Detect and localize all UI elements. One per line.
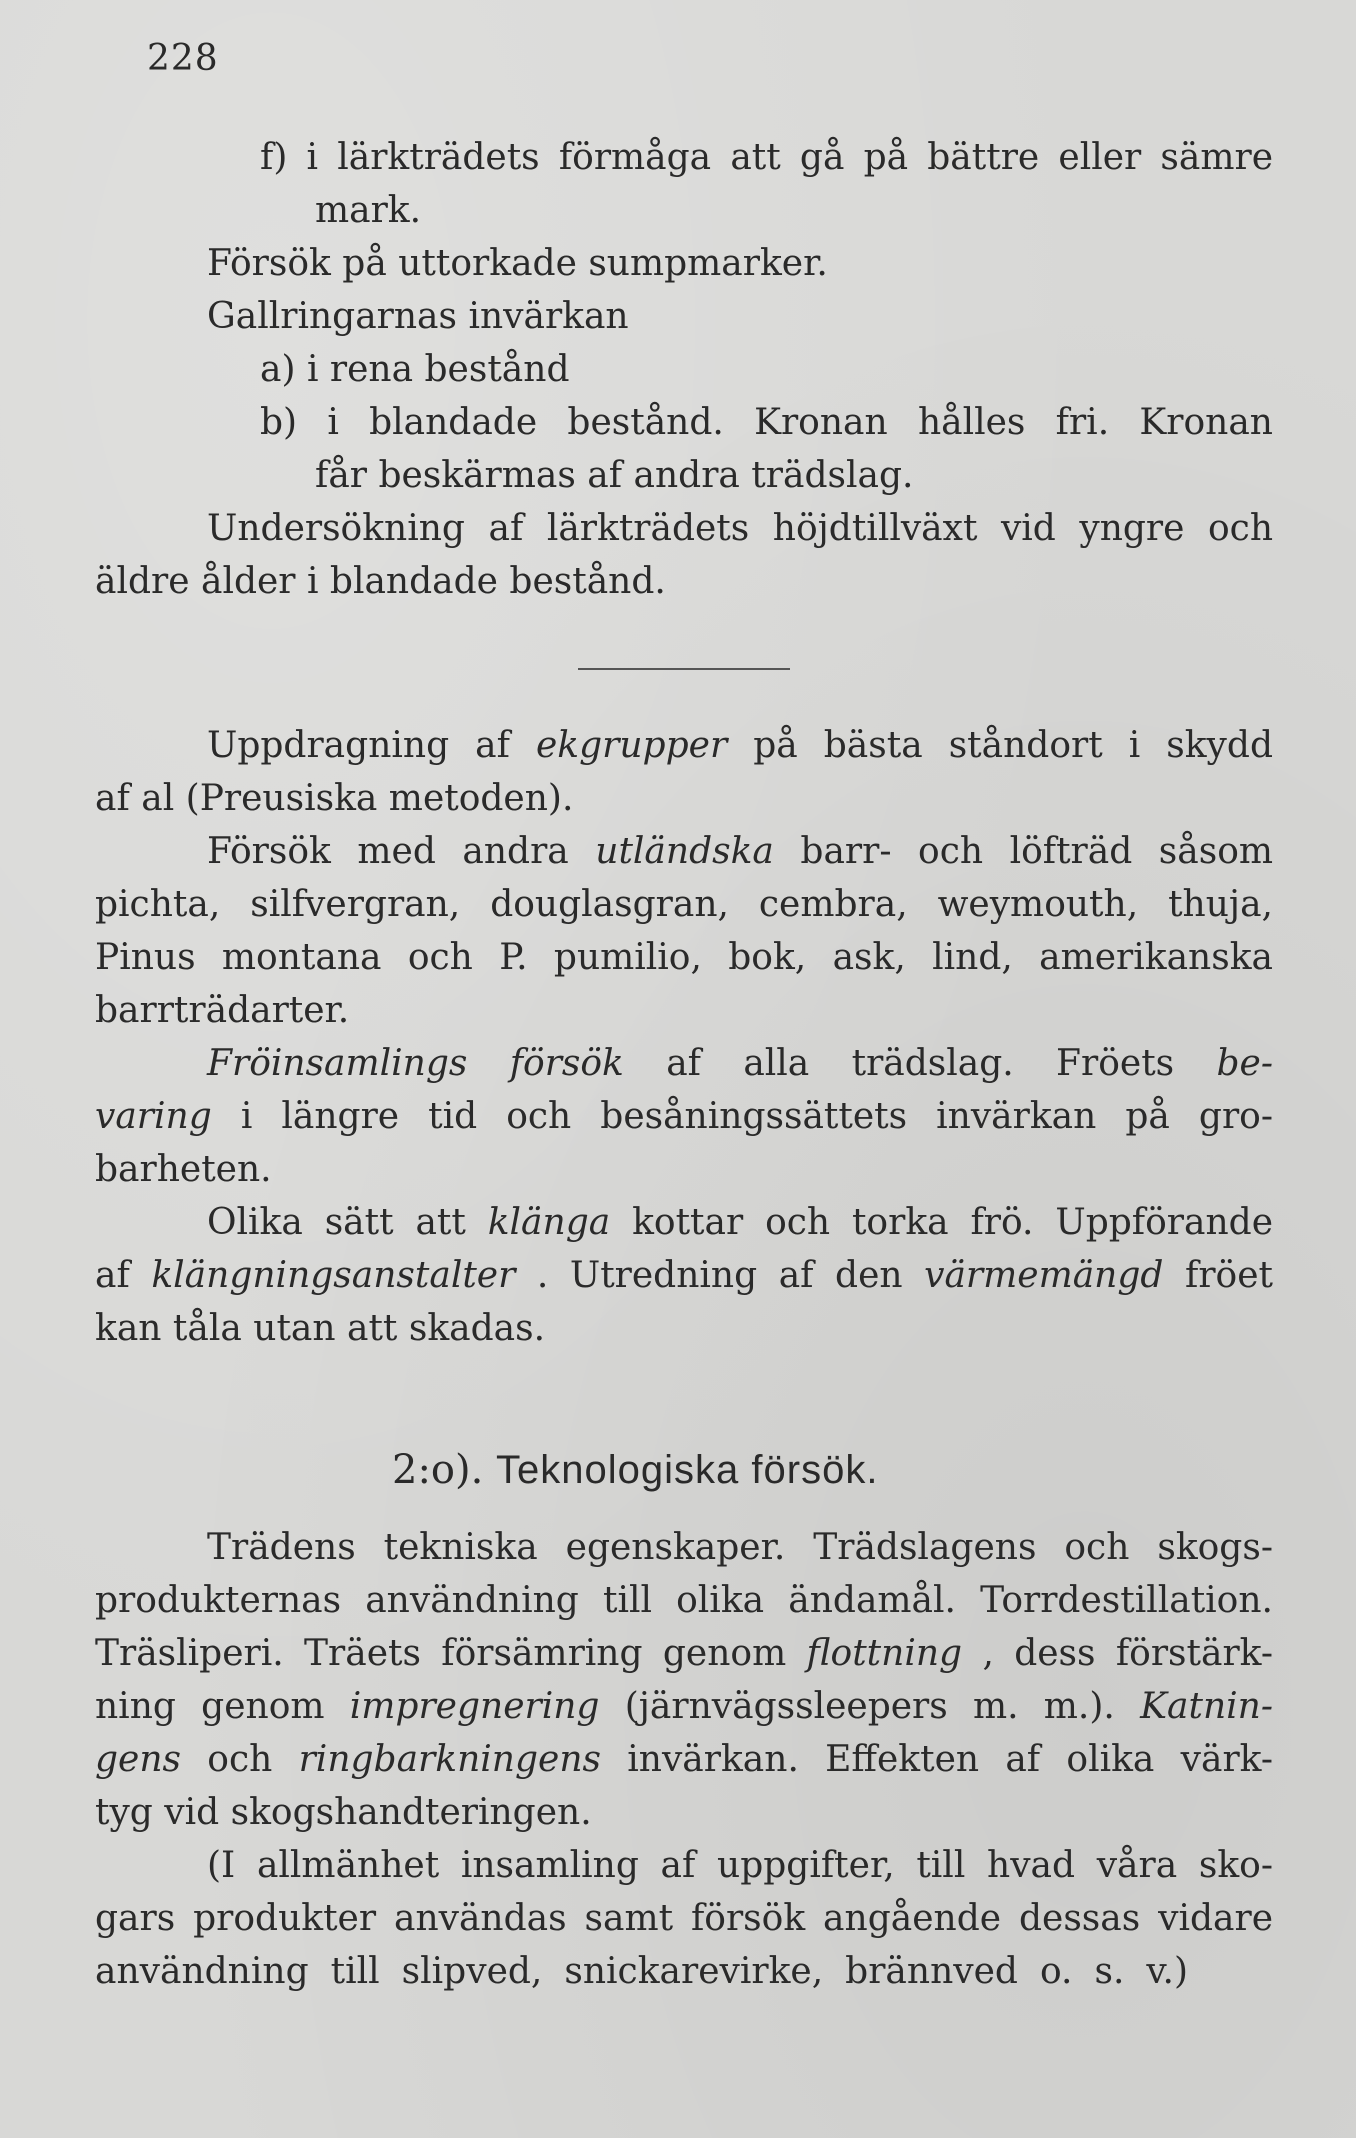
text-segment: kottar och torka frö. Uppförande [632, 1202, 1273, 1243]
emphasis-text: be- [1216, 1043, 1273, 1084]
emphasis-text: varing [95, 1096, 212, 1137]
text-line [95, 1255, 1273, 1296]
text-line [207, 1202, 1273, 1243]
text-segment: af alla trädslag. Fröets [666, 1043, 1217, 1084]
text-line: Gallringarnas invärkan [207, 296, 629, 337]
text-line: a) i rena bestånd [260, 349, 570, 390]
section-title: Teknologiska försök. [496, 1448, 879, 1492]
text-line: mark. [315, 190, 422, 231]
text-line: Försök på uttorkade sumpmarker. [207, 243, 828, 284]
text-line: äldre ålder i blandade bestånd. [95, 561, 666, 602]
text-line [207, 1043, 1273, 1084]
text-line: af al (Preusiska metoden). [95, 778, 574, 819]
text-line: barrträdarter. [95, 990, 350, 1031]
text-line [95, 1686, 1273, 1727]
text-segment: fröet [1185, 1255, 1273, 1296]
text-line: (I allmänhet insamling af uppgifter, till hvad våra sko- [207, 1845, 1273, 1886]
emphasis-text: klänga [487, 1202, 611, 1243]
text-line [207, 725, 1273, 766]
text-line: b) i blandade bestånd. Kronan hålles fri. Kronan [260, 402, 1273, 443]
text-segment: Försök med andra [207, 831, 596, 872]
text-line [95, 1096, 1273, 1137]
text-line: gars produkter användas samt försök angående dessas vidare [95, 1898, 1273, 1939]
text-segment: Olika sätt att [207, 1202, 488, 1243]
text-line: tyg vid skogshandteringen. [95, 1792, 592, 1833]
section-heading [392, 1447, 878, 1493]
text-segment: . Utredning af den [536, 1255, 925, 1296]
text-segment: barr- och löfträd såsom [800, 831, 1274, 872]
text-line: barheten. [95, 1149, 272, 1190]
emphasis-text: värmemängd [924, 1255, 1164, 1296]
text-segment: Träsliperi. Träets försämring genom [95, 1633, 807, 1674]
text-segment: ning genom [95, 1686, 350, 1727]
emphasis-text: flottning [806, 1633, 963, 1674]
emphasis-text: Fröinsamlings försök [207, 1043, 624, 1084]
text-line [95, 1739, 1274, 1780]
text-line [207, 831, 1274, 872]
text-segment: i längre tid och besåningssättets invärkan på gro- [240, 1096, 1273, 1137]
text-segment: , dess förstärk- [982, 1633, 1274, 1674]
text-line: får beskärmas af andra trädslag. [315, 455, 914, 496]
emphasis-text: ringbarkningens [298, 1739, 601, 1780]
text-line: f) i lärkträdets förmåga att gå på bättre eller sämre [260, 137, 1273, 178]
text-line: Trädens tekniska egenskaper. Trädslagens och skogs- [207, 1527, 1273, 1568]
section-number: 2:o). [392, 1447, 484, 1493]
text-segment: på bästa ståndort i skydd [753, 725, 1273, 766]
text-line: Pinus montana och P. pumilio, bok, ask, lind, amerikanska [95, 937, 1273, 978]
text-line [95, 1633, 1274, 1674]
text-segment: af [95, 1255, 152, 1296]
text-segment: och [207, 1739, 299, 1780]
text-line: Undersökning af lärkträdets höjdtillväxt vid yngre och [207, 508, 1273, 549]
section-divider [578, 668, 790, 670]
text-line: kan tåla utan att skadas. [95, 1308, 546, 1349]
text-line: produkternas användning till olika ändamål. Torrdestillation. [95, 1580, 1273, 1621]
emphasis-text: klängningsanstalter [151, 1255, 516, 1296]
text-segment: (järnvägssleepers m. m.). [624, 1686, 1141, 1727]
emphasis-text: ekgrupper [535, 725, 728, 766]
text-segment: Uppdragning af [207, 725, 536, 766]
page-number: 228 [147, 38, 219, 79]
text-line: användning till slipved, snickarevirke, brännved o. s. v.) [95, 1951, 1188, 1992]
text-segment: invärkan. Effekten af olika värk- [627, 1739, 1274, 1780]
emphasis-text: impregnering [349, 1686, 600, 1727]
text-line: pichta, silfvergran, douglasgran, cembra, weymouth, thuja, [95, 884, 1273, 925]
emphasis-text: Katnin- [1140, 1686, 1273, 1727]
emphasis-text: gens [95, 1739, 182, 1780]
emphasis-text: utländska [595, 831, 774, 872]
